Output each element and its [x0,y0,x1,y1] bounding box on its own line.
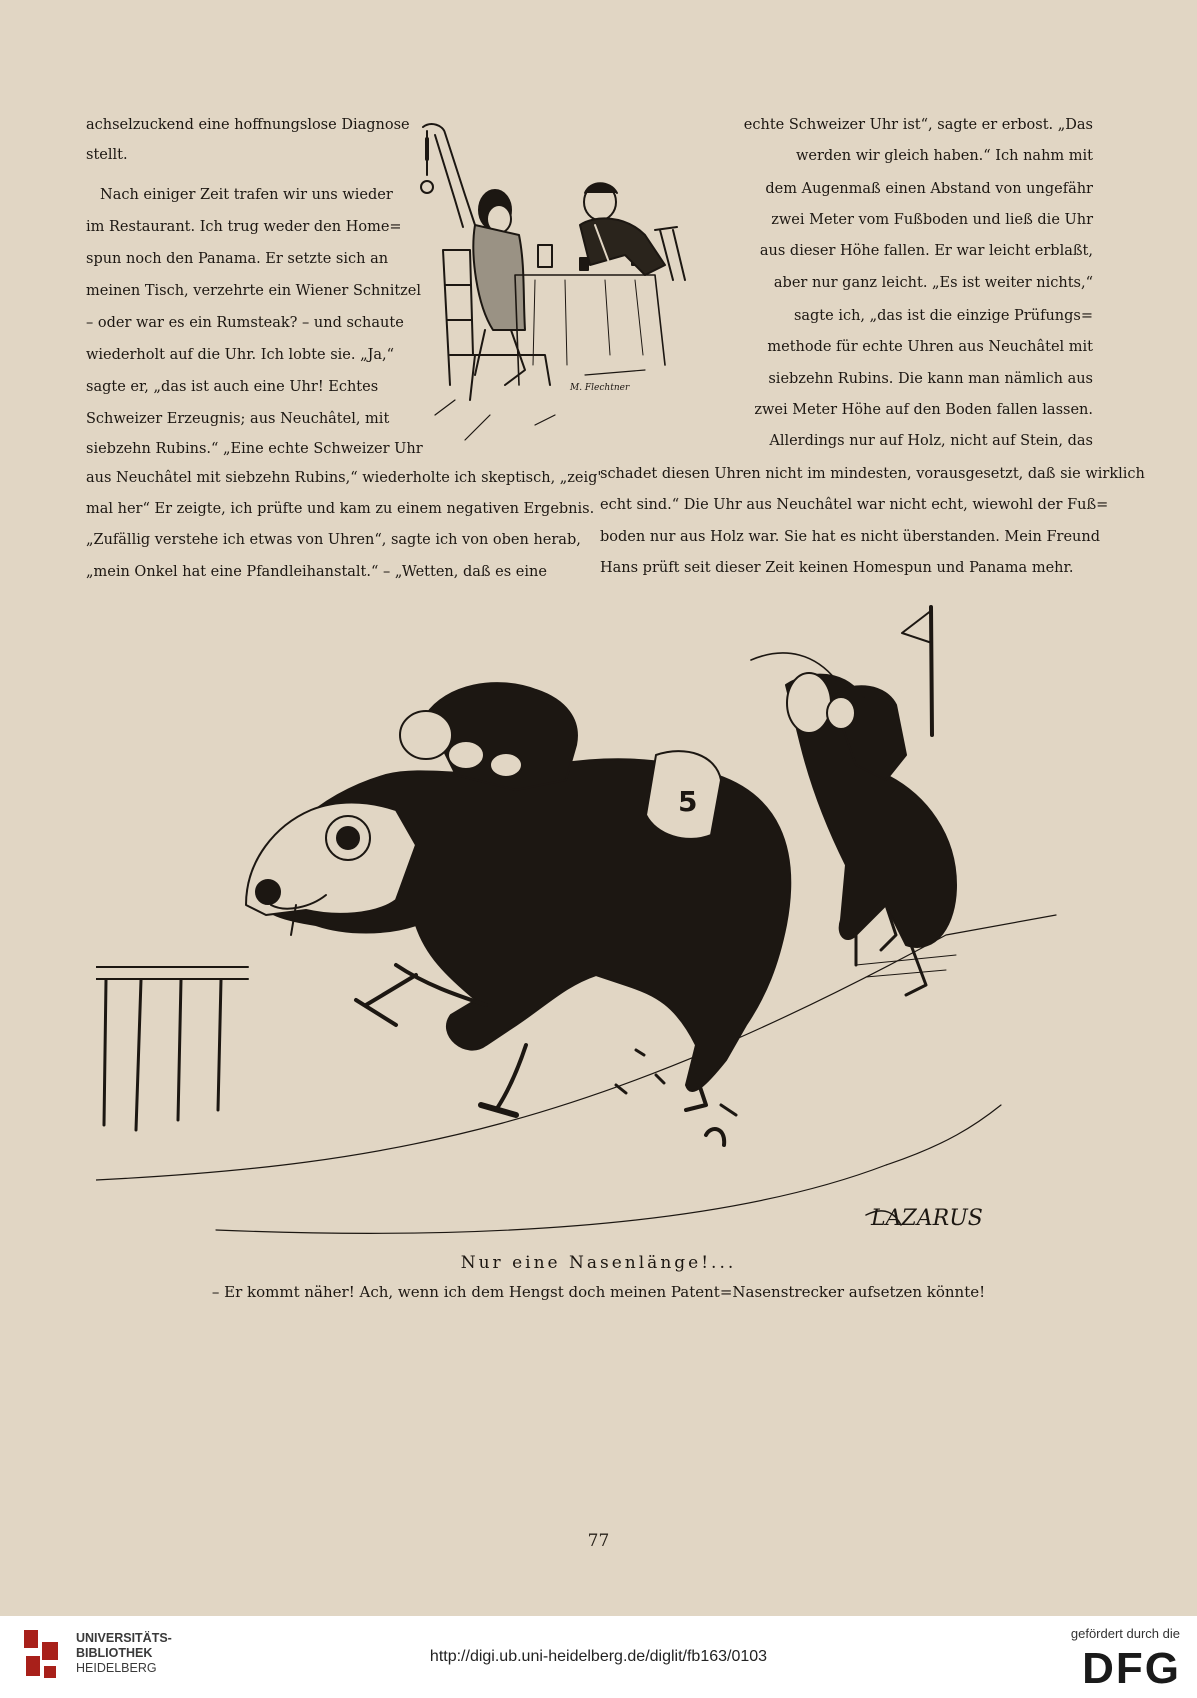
text-line: Allerdings nur auf Holz, nicht auf Stein, das [769,433,1093,449]
text-line: sagte ich, „das ist die einzige Prüfungs= [793,308,1093,324]
horse-race-illustration [96,605,1106,1245]
library-line: UNIVERSITÄTS- [76,1631,172,1645]
text-line: „mein Onkel hat eine Pfandleihanstalt.“ – „Wetten, daß es eine [86,564,547,580]
restaurant-illustration [415,115,745,450]
source-url-link[interactable]: http://digi.ub.uni-heidelberg.de/diglit/fb163/0103 [429,1648,768,1665]
text-line: boden nur aus Holz war. Sie hat es nicht überstanden. Mein Freund [600,529,1100,545]
text-line: Hans prüft seit dieser Zeit keinen Homespun und Panama mehr. [600,560,1074,576]
text-line: siebzehn Rubins. Die kann man nämlich aus [768,371,1093,387]
text-line: aber nur ganz leicht. „Es ist weiter nichts,“ [773,275,1093,291]
text-line: mal her“ Er zeigte, ich prüfte und kam zu einem negativen Ergebnis. [86,501,595,517]
text-line: spun noch den Panama. Er setzte sich an [86,251,389,267]
text-line: echte Schweizer Uhr ist“, sagte er erbost. „Das [743,117,1093,133]
text-line: werden wir gleich haben.“ Ich nahm mit [795,148,1093,164]
text-line: siebzehn Rubins.“ „Eine echte Schweizer Uhr [86,441,423,457]
text-line: meinen Tisch, verzehrte ein Wiener Schnitzel [86,283,422,299]
text-line: wiederholt auf die Uhr. Ich lobte sie. „Ja,“ [86,347,395,363]
text-line: sagte er, „das ist auch eine Uhr! Echtes [86,379,379,395]
illustrator-signature: LAZARUS [871,1206,983,1231]
text-line: dem Augenmaß einen Abstand von ungefähr [765,181,1093,197]
saddle-number: 5 [678,785,698,818]
page-number: 77 [587,1531,610,1551]
caption-title: Nur eine Nasenlänge!... [460,1253,737,1273]
text-line: zwei Meter Höhe auf den Boden fallen lassen. [754,402,1093,418]
text-line: achselzuckend eine hoffnungslose Diagnose [86,117,410,133]
text-line: Schweizer Erzeugnis; aus Neuchâtel, mit [86,411,390,427]
text-line: Nach einiger Zeit trafen wir uns wieder [100,187,393,203]
text-line: schadet diesen Uhren nicht im mindesten, vorausgesetzt, daß sie wirklich [600,466,1145,482]
text-line: im Restaurant. Ich trug weder den Home= [86,219,402,235]
text-line: echt sind.“ Die Uhr aus Neuchâtel war nicht echt, wiewohl der Fuß= [600,497,1109,513]
library-line: BIBLIOTHEK [76,1646,153,1660]
text-line: stellt. [86,147,128,163]
text-line: zwei Meter vom Fußboden und ließ die Uhr [771,212,1093,228]
illustrator-signature: M. Flechtner [570,383,630,393]
text-line: aus Neuchâtel mit siebzehn Rubins,“ wiederholte ich skeptisch, „zeig' [86,470,602,486]
funded-by-label: gefördert durch die [1070,1626,1180,1641]
dfg-logo: DFG [1082,1644,1181,1693]
text-line: – oder war es ein Rumsteak? – und schaute [86,315,404,331]
library-line: HEIDELBERG [76,1661,157,1675]
caption-subtitle: – Er kommt näher! Ach, wenn ich dem Hengst doch meinen Patent=Nasenstrecker aufsetzen könnte! [211,1283,986,1301]
text-line: „Zufällig verstehe ich etwas von Uhren“, sagte ich von oben herab, [86,532,581,548]
digitization-footer [0,1616,1197,1698]
text-line: aus dieser Höhe fallen. Er war leicht erblaßt, [759,243,1093,259]
text-line: methode für echte Uhren aus Neuchâtel mit [767,339,1093,355]
